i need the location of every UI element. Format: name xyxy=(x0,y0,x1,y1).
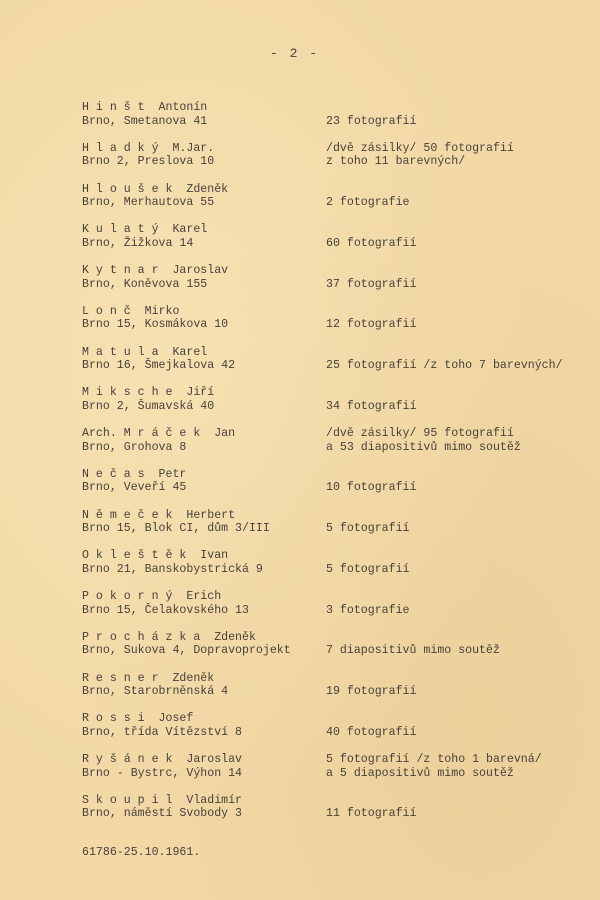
submission-note-line: z toho 11 barevných/ xyxy=(326,155,466,169)
list-item xyxy=(82,346,562,387)
submission-note-line: /dvě zásilky/ 50 fotografií xyxy=(326,141,514,155)
entrant xyxy=(82,794,242,821)
submission-note-line: 5 fotografií /z toho 1 barevná/ xyxy=(326,753,542,766)
entrant-address: Brno, Grohova 8 xyxy=(82,440,187,454)
entrant xyxy=(82,346,235,373)
submission-note xyxy=(326,481,416,495)
entrant xyxy=(82,753,242,780)
list-item xyxy=(82,427,562,468)
entrant xyxy=(82,468,186,495)
list-item xyxy=(82,794,562,835)
entrant-address: Brno 2, Preslova 10 xyxy=(82,155,215,169)
entrant-name: H i n š t Antonín xyxy=(82,101,208,114)
submission-note-line: 25 fotografií /z toho 7 barevných/ xyxy=(326,359,563,373)
list-item xyxy=(82,590,562,631)
list-item xyxy=(82,305,562,346)
entrant xyxy=(82,672,228,699)
entrant xyxy=(82,142,214,169)
page-number: - 2 - xyxy=(270,46,320,61)
entrant xyxy=(82,305,228,332)
submission-note xyxy=(326,237,416,251)
list-item xyxy=(82,183,562,224)
entrant-address: Brno, Koněvova 155 xyxy=(82,277,208,291)
entrant-name: R o s s i Josef xyxy=(82,712,194,726)
entrant-name: N e č a s Petr xyxy=(82,467,187,481)
list-item xyxy=(82,386,562,427)
submission-note-line: 5 fotografií xyxy=(326,522,410,536)
entrant-name: O k l e š t ě k Ivan xyxy=(82,549,229,563)
submission-note-line: a 5 diapositivů mimo soutěž xyxy=(326,766,514,780)
submission-note xyxy=(326,318,416,332)
list-item xyxy=(82,509,562,550)
submission-note-line: 12 fotografií xyxy=(326,318,417,332)
list-item xyxy=(82,468,562,509)
entrant-address: Brno, Smetanova 41 xyxy=(82,114,208,128)
list-item xyxy=(82,101,562,142)
list-item xyxy=(82,549,562,590)
entrant-name: P r o c h á z k a Zdeněk xyxy=(82,630,256,644)
entrant xyxy=(82,712,242,739)
entrant-address: Brno, Sukova 4, Dopravoprojekt xyxy=(82,644,291,658)
submission-note xyxy=(326,604,410,618)
entrant xyxy=(82,427,235,454)
submission-note-line: 3 fotografie xyxy=(326,603,410,617)
entrant-name: K y t n a r Jaroslav xyxy=(82,264,229,277)
submission-note xyxy=(326,115,416,129)
submission-note-line: 23 fotografií xyxy=(326,114,417,128)
submission-note xyxy=(326,142,514,169)
list-item xyxy=(82,712,562,753)
submission-note xyxy=(326,644,500,658)
entrant-name: N ě m e č e k Herbert xyxy=(82,508,236,522)
entrant-name: Arch. M r á č e k Jan xyxy=(82,427,236,440)
entrant-address: Brno, náměstí Svobody 3 xyxy=(82,807,243,821)
submission-note xyxy=(326,685,416,699)
submission-note xyxy=(326,427,521,454)
entrant-address: Brno, Starobrněnská 4 xyxy=(82,685,229,699)
entrant xyxy=(82,509,270,536)
entrant-name: H l o u š e k Zdeněk xyxy=(82,182,229,196)
entrant-address: Brno - Bystrc, Výhon 14 xyxy=(82,766,243,780)
entrant-name: K u l a t ý Karel xyxy=(82,223,208,237)
entrant-name: L o n č Mirko xyxy=(82,304,180,318)
entrant-address: Brno, Veveří 45 xyxy=(82,481,187,495)
submission-note-line: 10 fotografií xyxy=(326,481,417,495)
submission-note xyxy=(326,753,542,780)
entrant-address: Brno 15, Blok CI, dům 3/III xyxy=(82,522,270,536)
entrant-address: Brno 16, Šmejkalova 42 xyxy=(82,359,236,373)
submission-note-line: a 53 diapositivů mimo soutěž xyxy=(326,440,521,454)
entrant-address: Brno, Žižkova 14 xyxy=(82,236,194,250)
footer-reference: 61786-25.10.1961. xyxy=(82,846,201,859)
entrant xyxy=(82,590,249,617)
submission-note-line: /dvě zásilky/ 95 fotografií xyxy=(326,427,514,440)
entrant-address: Brno 15, Čelakovského 13 xyxy=(82,603,249,617)
submission-note-line: 11 fotografií xyxy=(326,807,417,821)
entrant-address: Brno 2, Šumavská 40 xyxy=(82,399,215,413)
submission-note-line: 40 fotografií xyxy=(326,725,417,739)
entry-list xyxy=(82,101,562,835)
list-item xyxy=(82,223,562,264)
list-item xyxy=(82,142,562,183)
entrant-address: Brno 15, Kosmákova 10 xyxy=(82,318,229,332)
entrant-name: R e s n e r Zdeněk xyxy=(82,671,215,685)
submission-note-line: 34 fotografií xyxy=(326,399,417,413)
list-item xyxy=(82,753,562,794)
entrant-name: P o k o r n ý Erich xyxy=(82,590,222,603)
submission-note-line: 7 diapositivů mimo soutěž xyxy=(326,644,500,658)
submission-note-line: 19 fotografií xyxy=(326,685,417,699)
entrant-address: Brno, Merhautova 55 xyxy=(82,196,215,210)
entrant xyxy=(82,264,228,291)
submission-note xyxy=(326,563,410,577)
submission-note xyxy=(326,807,416,821)
entrant-name: H l a d k ý M.Jar. xyxy=(82,141,215,155)
submission-note xyxy=(326,278,416,292)
submission-note-line: 5 fotografií xyxy=(326,562,410,576)
submission-note-line: 60 fotografií xyxy=(326,236,417,250)
submission-note xyxy=(326,359,563,373)
entrant xyxy=(82,101,207,128)
entrant-name: M i k s c h e Jiří xyxy=(82,386,215,400)
entrant-address: Brno, třída Vítězství 8 xyxy=(82,725,243,739)
list-item xyxy=(82,631,562,672)
entrant-name: R y š á n e k Jaroslav xyxy=(82,753,243,766)
entrant xyxy=(82,549,263,576)
submission-note xyxy=(326,726,416,740)
entrant-name: S k o u p i l Vladimír xyxy=(82,793,243,807)
list-item xyxy=(82,264,562,305)
list-item xyxy=(82,672,562,713)
entrant xyxy=(82,183,228,210)
submission-note-line: 2 fotografie xyxy=(326,196,410,210)
entrant-address: Brno 21, Banskobystrická 9 xyxy=(82,562,263,576)
entrant xyxy=(82,223,207,250)
entrant-name: M a t u l a Karel xyxy=(82,345,208,359)
submission-note xyxy=(326,400,416,414)
submission-note xyxy=(326,522,410,536)
entrant xyxy=(82,386,214,413)
entrant xyxy=(82,631,291,658)
submission-note-line: 37 fotografií xyxy=(326,277,417,291)
submission-note xyxy=(326,196,410,210)
